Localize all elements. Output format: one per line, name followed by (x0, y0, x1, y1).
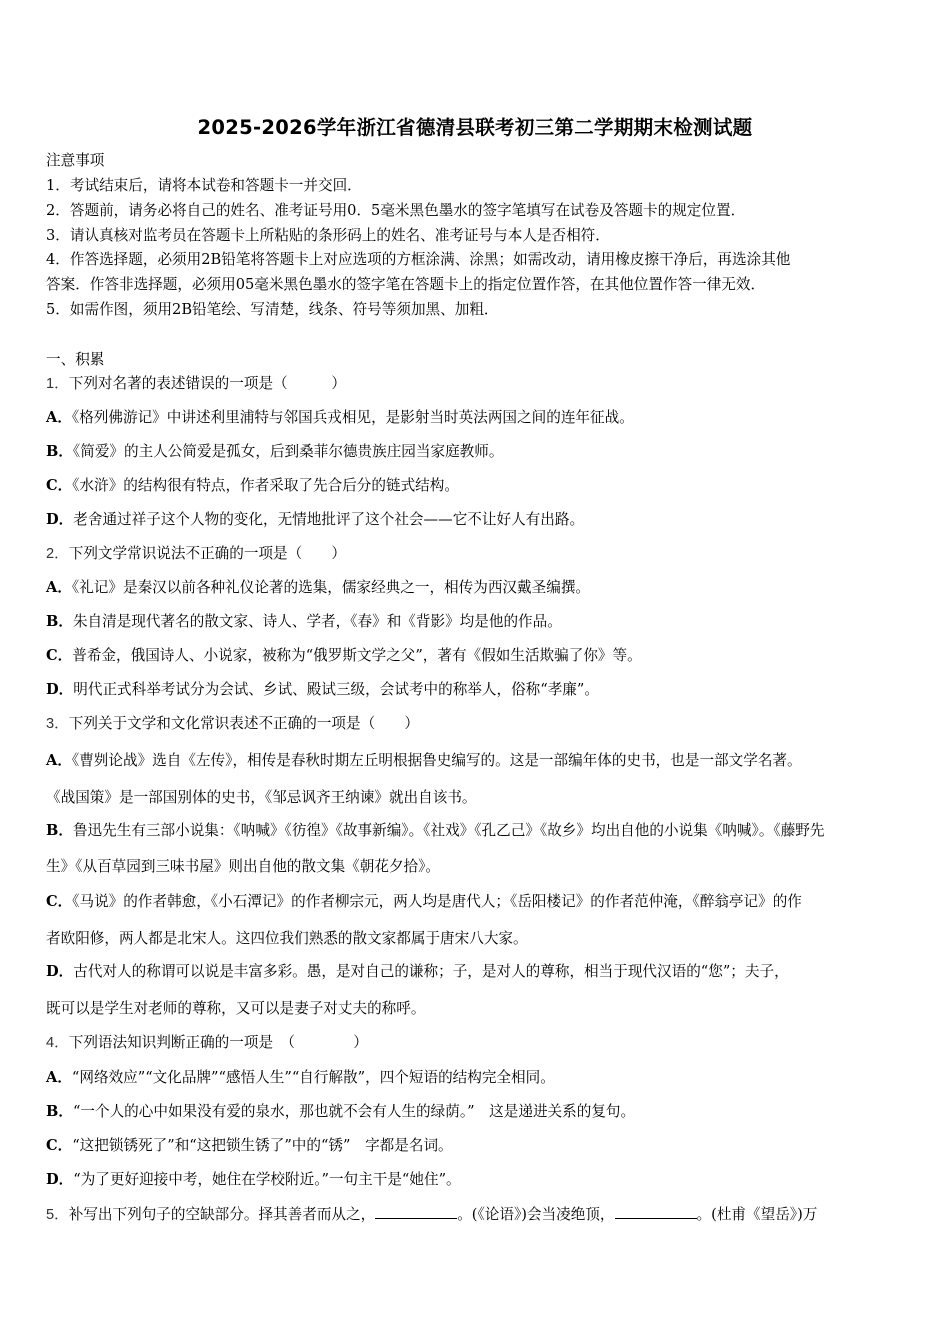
question-3-option-a-cont: 《战国策》是一部国别体的史书，《邹忌讽齐王纳谏》就出自该书。 (46, 789, 477, 806)
question-4-number: 4． (46, 1035, 69, 1051)
question-3-stem (46, 714, 419, 734)
question-2-option-d: D．明代正式科举考试分为会试、乡试、殿试三级，会试考中的称举人，俗称“孝廉”。 (46, 681, 599, 698)
notice-item-5: 5．如需作图，须用2B铅笔绘、写清楚，线条、符号等须加黑、加粗． (46, 301, 499, 318)
question-2-option-c: C．普希金，俄国诗人、小说家，被称为“俄罗斯文学之父”，著有《假如生活欺骗了你》等。 (46, 647, 642, 664)
question-3-option-d: D．古代对人的称谓可以说是丰富多彩。愚，是对自己的谦称；子，是对人的尊称，相当于现代汉语的“您”；夫子， (46, 963, 789, 980)
question-1-option-a: A．《格列佛游记》中讲述利里浦特与邻国兵戎相见，是影射当时英法两国之间的连年征战。 (46, 409, 634, 426)
question-4-option-b: B．“一个人的心中如果没有爱的泉水，那也就不会有人生的绿荫。” 这是递进关系的复句。 (46, 1103, 636, 1120)
question-3-option-c: C．《马说》的作者韩愈，《小石潭记》的作者柳宗元，两人均是唐代人；《岳阳楼记》的作者范仲淹，《醉翁亭记》的作 (46, 893, 802, 910)
option-letter: C． (46, 647, 73, 664)
question-5-text-1: 补写出下列句子的空缺部分。择其善者而从之， (68, 1206, 376, 1223)
question-4-text: 下列语法知识判断正确的一项是 （ ） (68, 1034, 368, 1051)
question-1-option-c: C．《水浒》的结构很有特点，作者采取了先合后分的链式结构。 (46, 477, 459, 494)
notice-item-3: 3．请认真核对监考员在答题卡上所粘贴的条形码上的姓名、准考证号与本人是否相符． (46, 227, 610, 244)
question-4-stem (46, 1033, 368, 1053)
option-letter: C． (46, 1137, 73, 1154)
option-letter: B． (46, 822, 73, 839)
option-letter: A． (46, 409, 72, 426)
question-1-stem (46, 374, 346, 394)
question-5-number: 5． (46, 1207, 69, 1223)
notice-item-4-cont: 答案．作答非选择题，必须用05毫米黑色墨水的签字笔在答题卡上的指定位置作答，在其他位置作答一律无效． (46, 276, 766, 293)
question-5-stem (46, 1205, 817, 1225)
option-letter: A． (46, 579, 72, 596)
question-4-option-c: C．“这把锁锈死了”和“这把锁生锈了”中的“锈” 字都是名词。 (46, 1137, 453, 1154)
option-letter: B． (46, 613, 73, 630)
option-letter: C． (46, 893, 73, 910)
question-4-option-a: A．“网络效应”“文化品牌”“感悟人生”“自行解散”，四个短语的结构完全相同。 (46, 1069, 555, 1086)
question-1-number: 1． (46, 376, 69, 392)
option-letter: B． (46, 1103, 73, 1120)
option-letter: D． (46, 681, 74, 698)
option-letter: D． (46, 511, 74, 528)
question-2-stem (46, 544, 346, 564)
option-letter: D． (46, 963, 74, 980)
notice-heading: 注意事项 (46, 152, 105, 169)
answer-blank-2[interactable] (615, 1205, 697, 1219)
question-4-option-d: D．“为了更好迎接中考，她住在学校附近。”一句主干是“她住”。 (46, 1171, 461, 1188)
option-letter: B． (46, 443, 73, 460)
notice-item-1: 1．考试结束后，请将本试卷和答题卡一并交回． (46, 177, 362, 194)
section-heading: 一、积累 (46, 351, 105, 368)
question-3-option-d-cont: 既可以是学生对老师的尊称，又可以是妻子对丈夫的称呼。 (46, 1000, 426, 1017)
question-2-option-a: A．《礼记》是秦汉以前各种礼仪论著的选集，儒家经典之一，相传为西汉戴圣编撰。 (46, 579, 591, 596)
question-3-option-c-cont: 者欧阳修，两人都是北宋人。这四位我们熟悉的散文家都属于唐宋八大家。 (46, 930, 528, 947)
question-1-option-b: B．《简爱》的主人公简爱是孤女，后到桑菲尔德贵族庄园当家庭教师。 (46, 443, 504, 460)
question-3-option-b-cont: 生》《从百草园到三味书屋》则出自他的散文集《朝花夕拾》。 (46, 858, 441, 875)
notice-item-2: 2．答题前，请务必将自己的姓名、准考证号用0．5毫米黑色墨水的签字笔填写在试卷及答题卡的规定位置． (46, 202, 746, 219)
option-letter: D． (46, 1171, 74, 1188)
question-3-option-b: B．鲁迅先生有三部小说集：《呐喊》《彷徨》《故事新编》。《社戏》《孔乙己》《故乡》均出自他的小说集《呐喊》。《藤野先 (46, 822, 825, 839)
question-5-text-3: 。(杜甫《望岳》)万 (696, 1206, 818, 1223)
question-2-number: 2． (46, 546, 69, 562)
option-letter: A． (46, 752, 72, 769)
question-2-option-b: B．朱自清是现代著名的散文家、诗人、学者，《春》和《背影》均是他的作品。 (46, 613, 562, 630)
question-3-text: 下列关于文学和文化常识表述不正确的一项是（ ） (68, 715, 419, 732)
answer-blank-1[interactable] (375, 1205, 457, 1219)
option-letter: A． (46, 1069, 72, 1086)
question-1-text: 下列对名著的表述错误的一项是（ ） (68, 375, 347, 392)
exam-title: 2025-2026学年浙江省德清县联考初三第二学期期末检测试题 (197, 116, 753, 139)
notice-item-4: 4．作答选择题，必须用2B铅笔将答题卡上对应选项的方框涂满、涂黑；如需改动，请用橡皮擦干净后，再选涂其他 (46, 251, 791, 268)
question-2-text: 下列文学常识说法不正确的一项是（ ） (68, 545, 347, 562)
question-3-option-a: A．《曹刿论战》选自《左传》，相传是春秋时期左丘明根据鲁史编写的。这是一部编年体的史书，也是一部文学名著。 (46, 752, 802, 769)
question-5-text-2: 。(《论语》)会当凌绝顶， (457, 1206, 615, 1223)
question-1-option-d: D．老舍通过祥子这个人物的变化，无情地批评了这个社会——它不让好人有出路。 (46, 511, 585, 528)
option-letter: C． (46, 477, 73, 494)
question-3-number: 3． (46, 716, 69, 732)
